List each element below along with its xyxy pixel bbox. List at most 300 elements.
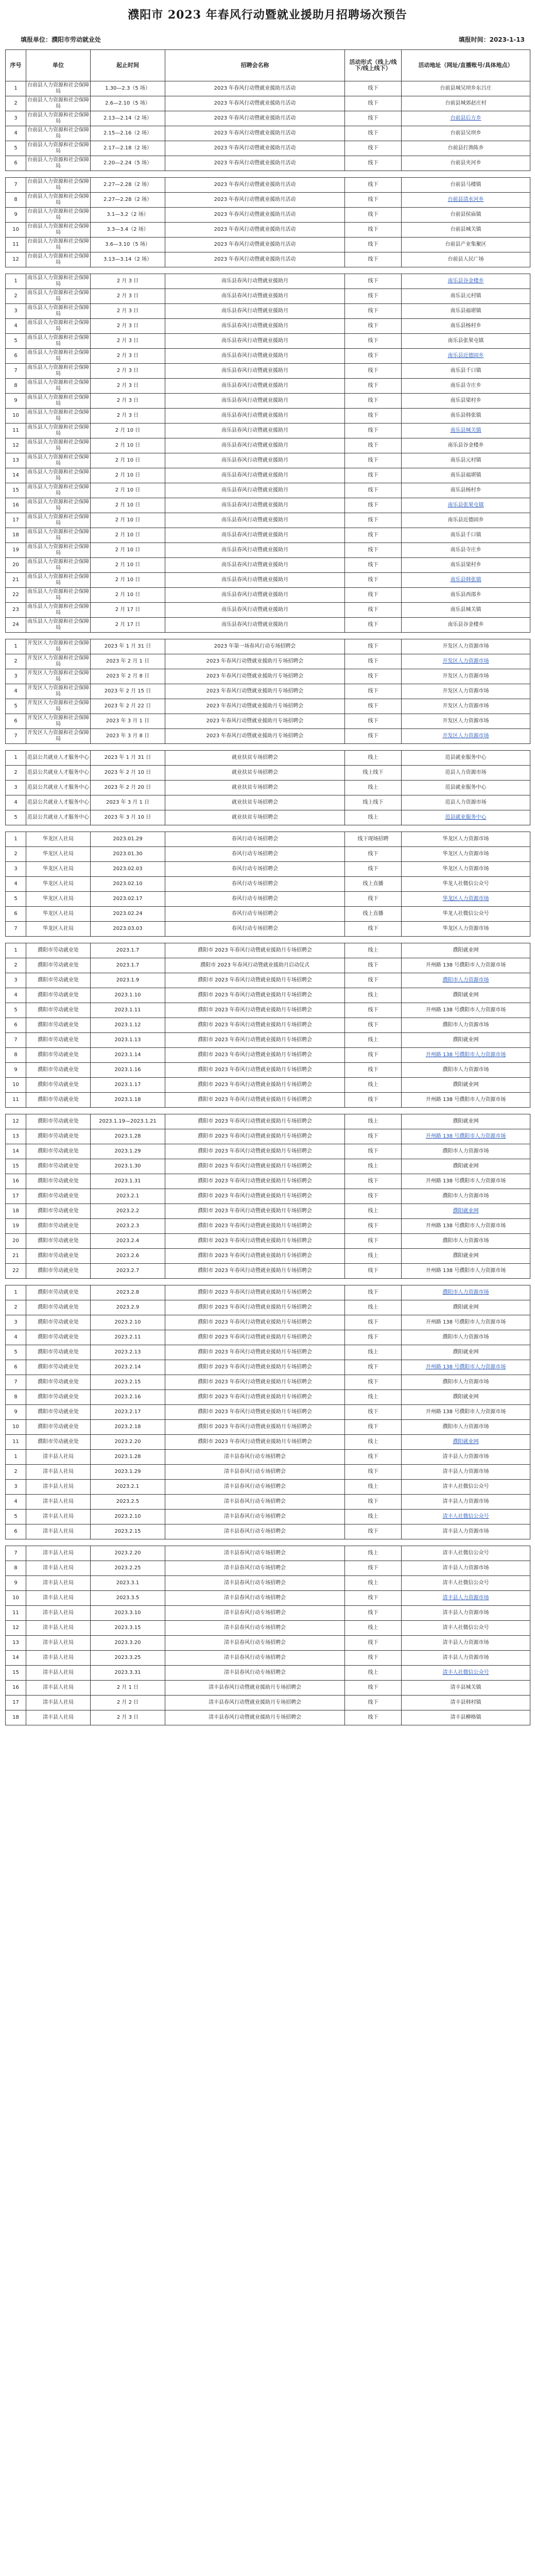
table-row	[6, 973, 530, 988]
cell-fair-name: 南乐县春风行动暨就业援助月	[165, 274, 345, 289]
cell-form: 线上直播	[345, 877, 402, 892]
cell-form: 线下	[345, 289, 402, 304]
cell-fair-name: 2023 年春风行动暨就业援助月专场招聘会	[165, 669, 345, 684]
section-spacer	[6, 171, 530, 178]
cell-index: 2	[6, 766, 26, 781]
cell-index: 11	[6, 1093, 26, 1108]
cell-index: 16	[6, 498, 26, 513]
cell-fair-name: 清丰县春风行动专场招聘会	[165, 1480, 345, 1495]
cell-unit: 濮阳市劳动就业处	[26, 1189, 91, 1204]
cell-index: 4	[6, 877, 26, 892]
cell-address: 开发区人力资源市场	[402, 684, 530, 699]
table-row	[6, 832, 530, 847]
cell-time: 2 月 2 日	[91, 1696, 165, 1710]
table-row	[6, 1093, 530, 1108]
table-row	[6, 1621, 530, 1636]
table-row	[6, 558, 530, 573]
cell-index: 11	[6, 1435, 26, 1450]
cell-index: 16	[6, 1174, 26, 1189]
cell-index: 11	[6, 423, 26, 438]
cell-unit: 濮阳市劳动就业处	[26, 1114, 91, 1129]
table-row	[6, 379, 530, 394]
cell-fair-name: 南乐县春风行动暨就业援助月	[165, 603, 345, 618]
cell-index: 8	[6, 1561, 26, 1576]
cell-address: 清丰县人力资源市场	[402, 1591, 530, 1606]
cell-address: 南乐县近德固乡	[402, 513, 530, 528]
cell-index: 7	[6, 178, 26, 193]
cell-address: 清丰人社微信公众号	[402, 1666, 530, 1681]
cell-form: 线上	[345, 1345, 402, 1360]
cell-address: 清丰人社微信公众号	[402, 1621, 530, 1636]
table-row	[6, 238, 530, 252]
table-row	[6, 1524, 530, 1539]
cell-fair-name: 春风行动专场招聘会	[165, 877, 345, 892]
cell-time: 2023.1.14	[91, 1048, 165, 1063]
table-row	[6, 274, 530, 289]
cell-address: 清丰县人力资源市场	[402, 1606, 530, 1621]
cell-address: 濮阳就业网	[402, 1204, 530, 1219]
cell-fair-name: 南乐县春风行动暨就业援助月	[165, 364, 345, 379]
cell-time: 2 月 10 日	[91, 513, 165, 528]
cell-address: 华龙区人力资源市场	[402, 892, 530, 907]
cell-fair-name: 濮阳市 2023 年春风行动暨就业援助月专场招聘会	[165, 1234, 345, 1249]
cell-time: 2 月 10 日	[91, 558, 165, 573]
cell-time: 2023.2.18	[91, 1420, 165, 1435]
table-row	[6, 394, 530, 409]
cell-time: 2023 年 2 月 10 日	[91, 766, 165, 781]
cell-fair-name: 濮阳市 2023 年春风行动暨就业援助月专场招聘会	[165, 1033, 345, 1048]
cell-fair-name: 濮阳市 2023 年春风行动暨就业援助月专场招聘会	[165, 943, 345, 958]
cell-form: 线下	[345, 1405, 402, 1420]
cell-fair-name: 就业扶贫专场招聘会	[165, 781, 345, 795]
cell-unit: 清丰县人社局	[26, 1710, 91, 1725]
table-row	[6, 1018, 530, 1033]
cell-address: 台前县夹河乡	[402, 156, 530, 171]
cell-time: 2023 年 1 月 31 日	[91, 639, 165, 654]
cell-unit: 清丰县人社局	[26, 1546, 91, 1561]
cell-unit: 濮阳市劳动就业处	[26, 1405, 91, 1420]
cell-unit: 濮阳市劳动就业处	[26, 1315, 91, 1330]
cell-unit: 濮阳市劳动就业处	[26, 1300, 91, 1315]
cell-fair-name: 就业扶贫专场招聘会	[165, 810, 345, 825]
cell-time: 2.27—2.28（2 场）	[91, 193, 165, 208]
cell-fair-name: 濮阳市 2023 年春风行动暨就业援助月专场招聘会	[165, 1345, 345, 1360]
cell-fair-name: 濮阳市 2023 年春风行动暨就业援助月专场招聘会	[165, 1129, 345, 1144]
cell-form: 线下	[345, 208, 402, 223]
table-row	[6, 862, 530, 877]
cell-form: 线下	[345, 603, 402, 618]
reporting-date	[459, 30, 525, 49]
cell-fair-name: 2023 年春风行动暨就业援助月活动	[165, 178, 345, 193]
cell-fair-name: 清丰县春风行动专场招聘会	[165, 1606, 345, 1621]
cell-unit: 南乐县人力资源和社会保障局	[26, 274, 91, 289]
cell-index: 1	[6, 274, 26, 289]
cell-unit: 南乐县人力资源和社会保障局	[26, 289, 91, 304]
cell-index: 21	[6, 573, 26, 588]
cell-index: 4	[6, 126, 26, 141]
cell-form: 线下	[345, 409, 402, 423]
cell-form: 线下	[345, 349, 402, 364]
cell-time: 2023.1.9	[91, 973, 165, 988]
cell-address: 南乐县梁村乡	[402, 558, 530, 573]
cell-time: 2 月 3 日	[91, 304, 165, 319]
table-row	[6, 847, 530, 862]
cell-address: 濮阳就业网	[402, 1345, 530, 1360]
cell-index: 10	[6, 1078, 26, 1093]
cell-form: 线下	[345, 1696, 402, 1710]
cell-address: 开州路 138 号濮阳市人力资源市场	[402, 1360, 530, 1375]
cell-form: 线下	[345, 141, 402, 156]
cell-time: 2.13—2.14（2 场）	[91, 111, 165, 126]
cell-unit: 华龙区人社局	[26, 877, 91, 892]
cell-unit: 开发区人力资源和社会保障局	[26, 654, 91, 669]
cell-unit: 开发区人力资源和社会保障局	[26, 639, 91, 654]
cell-unit: 濮阳市劳动就业处	[26, 1174, 91, 1189]
table-row	[6, 1114, 530, 1129]
cell-fair-name: 清丰县春风行动专场招聘会	[165, 1621, 345, 1636]
cell-unit: 南乐县人力资源和社会保障局	[26, 618, 91, 633]
cell-fair-name: 濮阳市 2023 年春风行动暨就业援助月专场招聘会	[165, 1189, 345, 1204]
cell-fair-name: 南乐县春风行动暨就业援助月	[165, 513, 345, 528]
cell-unit: 南乐县人力资源和社会保障局	[26, 319, 91, 334]
cell-fair-name: 南乐县春风行动暨就业援助月	[165, 289, 345, 304]
cell-unit: 清丰县人社局	[26, 1696, 91, 1710]
cell-time: 2023 年 1 月 31 日	[91, 751, 165, 766]
cell-address: 范县人力资源市场	[402, 766, 530, 781]
cell-unit: 濮阳市劳动就业处	[26, 958, 91, 973]
cell-address: 清丰县韩村镇	[402, 1696, 530, 1710]
cell-address: 台前县产业集聚区	[402, 238, 530, 252]
cell-unit: 南乐县人力资源和社会保障局	[26, 379, 91, 394]
cell-time: 2023.3.5	[91, 1591, 165, 1606]
cell-time: 2023 年 3 月 1 日	[91, 714, 165, 729]
cell-fair-name: 濮阳市 2023 年春风行动暨就业援助月专场招聘会	[165, 1420, 345, 1435]
cell-unit: 台前县人力资源和社会保障局	[26, 178, 91, 193]
cell-unit: 华龙区人社局	[26, 907, 91, 922]
cell-fair-name: 濮阳市 2023 年春风行动暨就业援助月专场招聘会	[165, 1219, 345, 1234]
cell-fair-name: 就业扶贫专场招聘会	[165, 766, 345, 781]
cell-time: 2023.2.14	[91, 1360, 165, 1375]
cell-fair-name: 清丰县春风行动专场招聘会	[165, 1591, 345, 1606]
cell-form: 线上	[345, 1033, 402, 1048]
cell-form: 线下	[345, 438, 402, 453]
table-row	[6, 1606, 530, 1621]
cell-address: 范县就业服务中心	[402, 781, 530, 795]
cell-address: 南乐县梁村乡	[402, 394, 530, 409]
section-spacer-cell	[6, 1539, 530, 1546]
cell-time: 2 月 3 日	[91, 334, 165, 349]
cell-time: 2023.2.10	[91, 1315, 165, 1330]
cell-time: 2 月 10 日	[91, 438, 165, 453]
cell-fair-name: 南乐县春风行动暨就业援助月	[165, 558, 345, 573]
table-row	[6, 1315, 530, 1330]
table-row	[6, 289, 530, 304]
cell-fair-name: 南乐县春风行动暨就业援助月	[165, 468, 345, 483]
cell-index: 3	[6, 304, 26, 319]
cell-unit: 清丰县人社局	[26, 1636, 91, 1651]
table-row	[6, 1420, 530, 1435]
cell-fair-name: 2023 年春风行动暨就业援助月活动	[165, 141, 345, 156]
section-spacer	[6, 825, 530, 832]
cell-form: 线下	[345, 178, 402, 193]
cell-address: 台前县马楼镇	[402, 178, 530, 193]
cell-form: 线下	[345, 588, 402, 603]
cell-time: 2 月 10 日	[91, 423, 165, 438]
cell-form: 线上线下	[345, 766, 402, 781]
cell-form: 线下	[345, 862, 402, 877]
cell-form: 线下	[345, 274, 402, 289]
cell-fair-name: 2023 年春风行动暨就业援助月专场招聘会	[165, 654, 345, 669]
cell-address: 濮阳市人力资源市场	[402, 1189, 530, 1204]
cell-index: 7	[6, 1546, 26, 1561]
cell-address: 华龙区人力资源市场	[402, 862, 530, 877]
cell-form: 线上	[345, 943, 402, 958]
cell-index: 7	[6, 922, 26, 937]
cell-index: 13	[6, 1636, 26, 1651]
cell-unit: 南乐县人力资源和社会保障局	[26, 438, 91, 453]
cell-time: 2 月 10 日	[91, 588, 165, 603]
cell-index: 21	[6, 1249, 26, 1264]
section-spacer-cell	[6, 825, 530, 832]
cell-unit: 华龙区人社局	[26, 847, 91, 862]
cell-form: 线下	[345, 1264, 402, 1279]
table-row	[6, 618, 530, 633]
cell-form: 线下	[345, 364, 402, 379]
cell-address: 清丰县城关镇	[402, 1681, 530, 1696]
table-row	[6, 907, 530, 922]
section-spacer-cell	[6, 171, 530, 178]
cell-unit: 开发区人力资源和社会保障局	[26, 714, 91, 729]
cell-form: 线下	[345, 513, 402, 528]
cell-time: 2023.3.20	[91, 1636, 165, 1651]
cell-fair-name: 南乐县春风行动暨就业援助月	[165, 409, 345, 423]
table-row	[6, 922, 530, 937]
cell-time: 2023 年 2 月 8 日	[91, 669, 165, 684]
cell-address: 濮阳就业网	[402, 1249, 530, 1264]
cell-time: 2 月 10 日	[91, 528, 165, 543]
cell-address: 开州路 138 号濮阳市人力资源市场	[402, 1129, 530, 1144]
cell-time: 2023 年 3 月 10 日	[91, 810, 165, 825]
cell-form: 线下	[345, 319, 402, 334]
cell-index: 17	[6, 1696, 26, 1710]
cell-address: 濮阳就业网	[402, 943, 530, 958]
cell-unit: 濮阳市劳动就业处	[26, 1078, 91, 1093]
cell-unit: 台前县人力资源和社会保障局	[26, 238, 91, 252]
cell-form: 线下	[345, 252, 402, 267]
table-row	[6, 193, 530, 208]
table-row	[6, 1636, 530, 1651]
cell-address: 濮阳就业网	[402, 1300, 530, 1315]
cell-form: 线下	[345, 922, 402, 937]
cell-address: 濮阳就业网	[402, 988, 530, 1003]
cell-fair-name: 2023 年春风行动暨就业援助月专场招聘会	[165, 699, 345, 714]
cell-form: 线上直播	[345, 907, 402, 922]
cell-address: 开发区人力资源市场	[402, 639, 530, 654]
table-row	[6, 603, 530, 618]
cell-fair-name: 濮阳市 2023 年春风行动暨就业援助月专场招聘会	[165, 1048, 345, 1063]
cell-index: 5	[6, 141, 26, 156]
cell-unit: 台前县人力资源和社会保障局	[26, 193, 91, 208]
cell-unit: 台前县人力资源和社会保障局	[26, 111, 91, 126]
cell-time: 2 月 3 日	[91, 379, 165, 394]
cell-time: 2023.2.6	[91, 1249, 165, 1264]
cell-index: 6	[6, 156, 26, 171]
cell-fair-name: 南乐县春风行动暨就业援助月	[165, 528, 345, 543]
cell-form: 线上	[345, 1480, 402, 1495]
cell-time: 2023.2.25	[91, 1561, 165, 1576]
cell-fair-name: 南乐县春风行动暨就业援助月	[165, 543, 345, 558]
cell-index: 18	[6, 528, 26, 543]
cell-form: 线下	[345, 1591, 402, 1606]
cell-fair-name: 濮阳市 2023 年春风行动暨就业援助月专场招聘会	[165, 1330, 345, 1345]
table-row	[6, 573, 530, 588]
cell-unit: 台前县人力资源和社会保障局	[26, 96, 91, 111]
cell-address: 南乐县杨村乡	[402, 483, 530, 498]
cell-unit: 范县公共就业人才服务中心	[26, 766, 91, 781]
cell-index: 12	[6, 438, 26, 453]
cell-index: 9	[6, 208, 26, 223]
cell-address: 华龙区人力资源市场	[402, 922, 530, 937]
table-row	[6, 1576, 530, 1591]
header-form: 活动形式（线上/线下/线上线下）	[345, 50, 402, 81]
cell-time: 2023.2.15	[91, 1524, 165, 1539]
table-row	[6, 1651, 530, 1666]
cell-fair-name: 清丰县春风行动专场招聘会	[165, 1636, 345, 1651]
cell-time: 2 月 17 日	[91, 618, 165, 633]
cell-fair-name: 2023 年春风行动暨就业援助月活动	[165, 252, 345, 267]
cell-time: 2023 年 2 月 15 日	[91, 684, 165, 699]
cell-time: 2023 年 3 月 8 日	[91, 729, 165, 744]
table-row	[6, 781, 530, 795]
cell-unit: 范县公共就业人才服务中心	[26, 795, 91, 810]
cell-unit: 南乐县人力资源和社会保障局	[26, 468, 91, 483]
cell-address: 台前县吴坝乡	[402, 126, 530, 141]
cell-form: 线下	[345, 1189, 402, 1204]
table-row	[6, 1435, 530, 1450]
section-spacer-cell	[6, 744, 530, 751]
cell-unit: 范县公共就业人才服务中心	[26, 810, 91, 825]
cell-time: 2023.1.19—2023.1.21	[91, 1114, 165, 1129]
cell-time: 3.3—3.4（2 场）	[91, 223, 165, 238]
cell-unit: 濮阳市劳动就业处	[26, 1144, 91, 1159]
cell-address: 濮阳就业网	[402, 1159, 530, 1174]
cell-fair-name: 春风行动专场招聘会	[165, 922, 345, 937]
cell-address: 南乐县福堪镇	[402, 468, 530, 483]
cell-form: 线下	[345, 684, 402, 699]
cell-unit: 清丰县人社局	[26, 1651, 91, 1666]
cell-fair-name: 2023 年春风行动暨就业援助月活动	[165, 111, 345, 126]
cell-index: 8	[6, 193, 26, 208]
cell-address: 清丰人社微信公众号	[402, 1480, 530, 1495]
cell-form: 线上	[345, 1249, 402, 1264]
table-row	[6, 714, 530, 729]
cell-time: 2 月 3 日	[91, 349, 165, 364]
cell-time: 2023.1.28	[91, 1129, 165, 1144]
cell-index: 5	[6, 1345, 26, 1360]
cell-time: 2023.2.8	[91, 1285, 165, 1300]
table-row	[6, 943, 530, 958]
cell-time: 2023.3.25	[91, 1651, 165, 1666]
cell-address: 南乐县谷金楼乡	[402, 618, 530, 633]
cell-unit: 清丰县人社局	[26, 1465, 91, 1480]
cell-time: 2 月 3 日	[91, 394, 165, 409]
cell-index: 8	[6, 379, 26, 394]
cell-fair-name: 清丰县春风行动专场招聘会	[165, 1510, 345, 1524]
cell-address: 清丰县人力资源市场	[402, 1495, 530, 1510]
cell-address: 南乐县元村镇	[402, 453, 530, 468]
cell-index: 5	[6, 699, 26, 714]
cell-time: 2 月 1 日	[91, 1681, 165, 1696]
cell-fair-name: 濮阳市 2023 年春风行动暨就业援助月专场招聘会	[165, 1435, 345, 1450]
cell-unit: 南乐县人力资源和社会保障局	[26, 603, 91, 618]
cell-address: 范县就业服务中心	[402, 810, 530, 825]
cell-address: 南乐县近德固乡	[402, 349, 530, 364]
cell-form: 线上	[345, 751, 402, 766]
cell-address: 清丰县人力资源市场	[402, 1465, 530, 1480]
cell-unit: 濮阳市劳动就业处	[26, 1330, 91, 1345]
cell-time: 2.20—2.24（5 场）	[91, 156, 165, 171]
cell-index: 17	[6, 1189, 26, 1204]
cell-form: 线下	[345, 498, 402, 513]
cell-address: 南乐县韩张镇	[402, 409, 530, 423]
cell-time: 2023.2.11	[91, 1330, 165, 1345]
cell-unit: 开发区人力资源和社会保障局	[26, 684, 91, 699]
table-row	[6, 669, 530, 684]
cell-unit: 濮阳市劳动就业处	[26, 1234, 91, 1249]
cell-fair-name: 濮阳市 2023 年春风行动暨就业援助月专场招聘会	[165, 1285, 345, 1300]
cell-index: 4	[6, 1495, 26, 1510]
cell-form: 线上	[345, 1621, 402, 1636]
cell-form: 线下	[345, 1561, 402, 1576]
cell-time: 2023.2.15	[91, 1375, 165, 1390]
cell-time: 2023.2.20	[91, 1546, 165, 1561]
table-row	[6, 1174, 530, 1189]
reporting-date-label: 填报时间：	[458, 36, 490, 43]
cell-time: 2023.1.30	[91, 1159, 165, 1174]
cell-unit: 濮阳市劳动就业处	[26, 1204, 91, 1219]
cell-unit: 台前县人力资源和社会保障局	[26, 156, 91, 171]
cell-form: 线下	[345, 1144, 402, 1159]
cell-time: 3.1—3.2（2 场）	[91, 208, 165, 223]
cell-unit: 濮阳市劳动就业处	[26, 1375, 91, 1390]
cell-index: 6	[6, 1360, 26, 1375]
table-row	[6, 1696, 530, 1710]
cell-form: 线上	[345, 1390, 402, 1405]
cell-index: 2	[6, 847, 26, 862]
cell-time: 2023.3.31	[91, 1666, 165, 1681]
cell-address: 台前县侯庙镇	[402, 208, 530, 223]
cell-form: 线下	[345, 1681, 402, 1696]
cell-time: 2 月 3 日	[91, 409, 165, 423]
section-spacer	[6, 744, 530, 751]
table-row	[6, 1285, 530, 1300]
cell-index: 4	[6, 988, 26, 1003]
section-spacer	[6, 267, 530, 274]
cell-time: 2023.2.20	[91, 1435, 165, 1450]
cell-unit: 华龙区人社局	[26, 892, 91, 907]
cell-address: 台前县清水河乡	[402, 193, 530, 208]
cell-fair-name: 2023 年春风行动暨就业援助月活动	[165, 81, 345, 96]
cell-form: 线下	[345, 394, 402, 409]
cell-form: 线下	[345, 1420, 402, 1435]
cell-address: 南乐县张果屯镇	[402, 334, 530, 349]
cell-index: 3	[6, 973, 26, 988]
cell-fair-name: 南乐县春风行动暨就业援助月	[165, 334, 345, 349]
cell-unit: 濮阳市劳动就业处	[26, 1360, 91, 1375]
table-row	[6, 1219, 530, 1234]
cell-form: 线下	[345, 483, 402, 498]
header-index: 序号	[6, 50, 26, 81]
